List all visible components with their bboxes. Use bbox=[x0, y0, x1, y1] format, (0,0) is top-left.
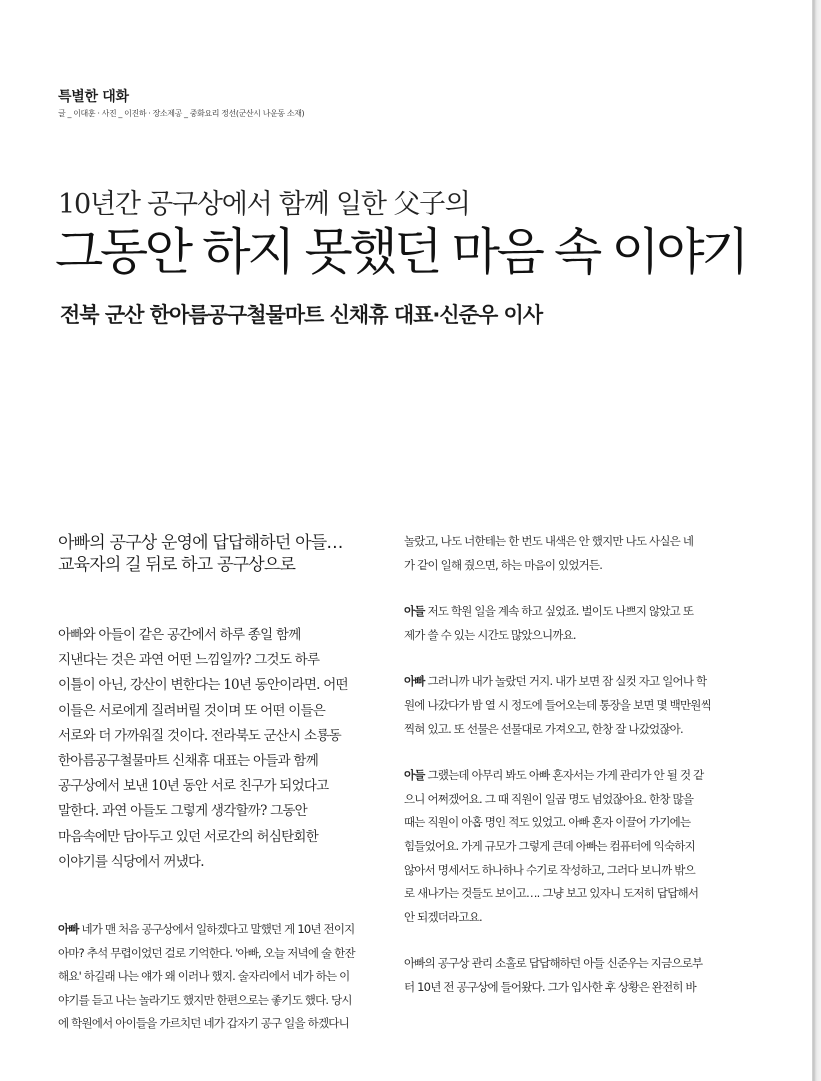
intro-line: 마음속에만 담아두고 있던 서로간의 허심탄회한 bbox=[58, 828, 318, 845]
dialog-line bbox=[404, 600, 730, 624]
dialog-line: 로 새나가는 것들도 보이고…. 그냥 보고 있자니 도저히 답답해서 bbox=[404, 886, 699, 901]
dialog-line: 에 학원에서 아이들을 가르치던 네가 갑자기 공구 일을 하겠다니 bbox=[58, 1016, 349, 1031]
dialog-line bbox=[404, 670, 730, 694]
dialog-line: 힘들었어요. 가게 규모가 그렇게 큰데 아빠는 컴퓨터에 익숙하지 bbox=[404, 838, 695, 853]
speaker-label: 아빠 bbox=[404, 674, 425, 689]
intro-line: 한아름공구철물마트 신채휴 대표는 아들과 함께 bbox=[58, 753, 318, 770]
intro-line: 아빠와 아들이 같은 공간에서 하루 종일 함께 bbox=[58, 627, 301, 643]
dialog-paragraph bbox=[404, 530, 730, 577]
dialog-line: 아빠의 공구상 관리 소홀로 답답해하던 아들 신준우는 지금으로부 bbox=[404, 956, 703, 971]
dialog-line: 으니 어쩌겠어요. 그 때 직원이 일곱 명도 넘었잖아요. 한창 많을 bbox=[404, 791, 694, 806]
intro-line: 공구상에서 보낸 10년 동안 서로 친구가 되었다고 bbox=[58, 778, 329, 795]
intro-paragraph bbox=[58, 623, 396, 875]
intro-line: 이들은 서로에게 질려버릴 것이며 또 어떤 이들은 bbox=[58, 702, 326, 719]
dialog-line: 가 같이 일해 줬으면, 하는 마음이 있었거든. bbox=[404, 557, 603, 572]
dialog-line bbox=[58, 918, 396, 942]
dialog-line: 야기를 듣고 나는 놀라기도 했지만 한편으로는 좋기도 했다. 당시 bbox=[58, 992, 352, 1007]
dialog-line: 찍혀 있고. 또 선물은 선물대로 가져오고, 한창 잘 나갔었잖아. bbox=[404, 721, 683, 736]
dialog-line: 제가 쓸 수 있는 시간도 많았으니까요. bbox=[404, 627, 576, 642]
dialog-paragraph bbox=[404, 670, 730, 741]
section-title: 특별한 대화 bbox=[58, 89, 129, 105]
dialog-paragraph bbox=[404, 600, 730, 647]
dialog-paragraph bbox=[404, 952, 730, 999]
lead-title-line: 교육자의 길 뒤로 하고 공구상으로 bbox=[58, 555, 296, 575]
interviewees: 전북 군산 한아름공구철물마트 신채휴 대표·신준우 이사 bbox=[60, 303, 543, 327]
intro-line: 말한다. 과연 아들도 그렇게 생각할까? 그동안 bbox=[58, 803, 307, 820]
dialog-line: 놀랐고, 나도 너한테는 한 번도 내색은 안 했지만 나도 사실은 네 bbox=[404, 534, 694, 548]
speaker-label: 아들 bbox=[404, 768, 425, 783]
intro-line: 지낸다는 것은 과연 어떤 느낌일까? 그것도 하루 bbox=[58, 652, 320, 669]
speaker-label: 아들 bbox=[404, 604, 425, 619]
dialog-text: 그랬는데 아무리 봐도 아빠 혼자서는 가게 관리가 안 될 것 같 bbox=[424, 768, 704, 783]
right-column bbox=[404, 530, 730, 1000]
lead-title-line: 아빠의 공구상 운영에 답답해하던 아들… bbox=[58, 533, 343, 553]
speaker-label: 아빠 bbox=[58, 922, 79, 937]
article-subhead: 10년간 공구상에서 함께 일한 父子의 bbox=[58, 189, 470, 220]
lead-title bbox=[58, 532, 396, 576]
page-edge-strip bbox=[812, 0, 821, 1081]
dialog-line: 해요' 하길래 나는 얘가 왜 이러나 했지. 술자리에서 네가 하는 이 bbox=[58, 969, 350, 984]
dialog-text: 저도 학원 일을 계속 하고 싶었죠. 벌이도 나쁘지 않았고 또 bbox=[424, 604, 694, 619]
dialog-line: 터 10년 전 공구상에 들어왔다. 그가 입사한 후 상황은 완전히 바 bbox=[404, 979, 696, 994]
dialog-paragraph bbox=[404, 764, 730, 929]
dialog-text: 그러니까 내가 놀랐던 거지. 내가 보면 잠 실컷 자고 일어나 학 bbox=[424, 674, 707, 689]
dialog-line: 원에 나갔다가 밤 열 시 정도에 들어오는데 통장을 보면 몇 백만원씩 bbox=[404, 697, 711, 712]
left-column bbox=[58, 532, 396, 1036]
dialog-line bbox=[404, 764, 730, 788]
dialog-paragraph bbox=[58, 918, 396, 1036]
dialog-line: 않아서 명세서도 하나하나 수기로 작성하고, 그러다 보니까 밖으 bbox=[404, 862, 695, 877]
intro-line: 서로와 더 가까워질 것이다. 전라북도 군산시 소룡동 bbox=[58, 727, 341, 744]
intro-line: 이야기를 식당에서 꺼냈다. bbox=[58, 853, 204, 870]
dialog-line: 아마? 추석 무렵이었던 걸로 기억한다. '아빠, 오늘 저녁에 술 한잔 bbox=[58, 945, 355, 960]
dialog-line: 안 되겠더라고요. bbox=[404, 909, 482, 924]
dialog-text: 네가 맨 처음 공구상에서 일하겠다고 말했던 게 10년 전이지 bbox=[78, 922, 355, 937]
article-headline: 그동안 하지 못했던 마음 속 이야기 bbox=[55, 223, 747, 281]
intro-line: 이틀이 아닌, 강산이 변한다는 10년 동안이라면. 어떤 bbox=[58, 677, 348, 694]
credits: 글 _ 이대훈 · 사진 _ 이진하 · 장소제공 _ 중화요리 정선(군산시 나운동 소재) bbox=[58, 109, 305, 118]
dialog-line: 때는 직원이 아홉 명인 적도 있었고. 아빠 혼자 이끌어 가기에는 bbox=[404, 815, 691, 830]
